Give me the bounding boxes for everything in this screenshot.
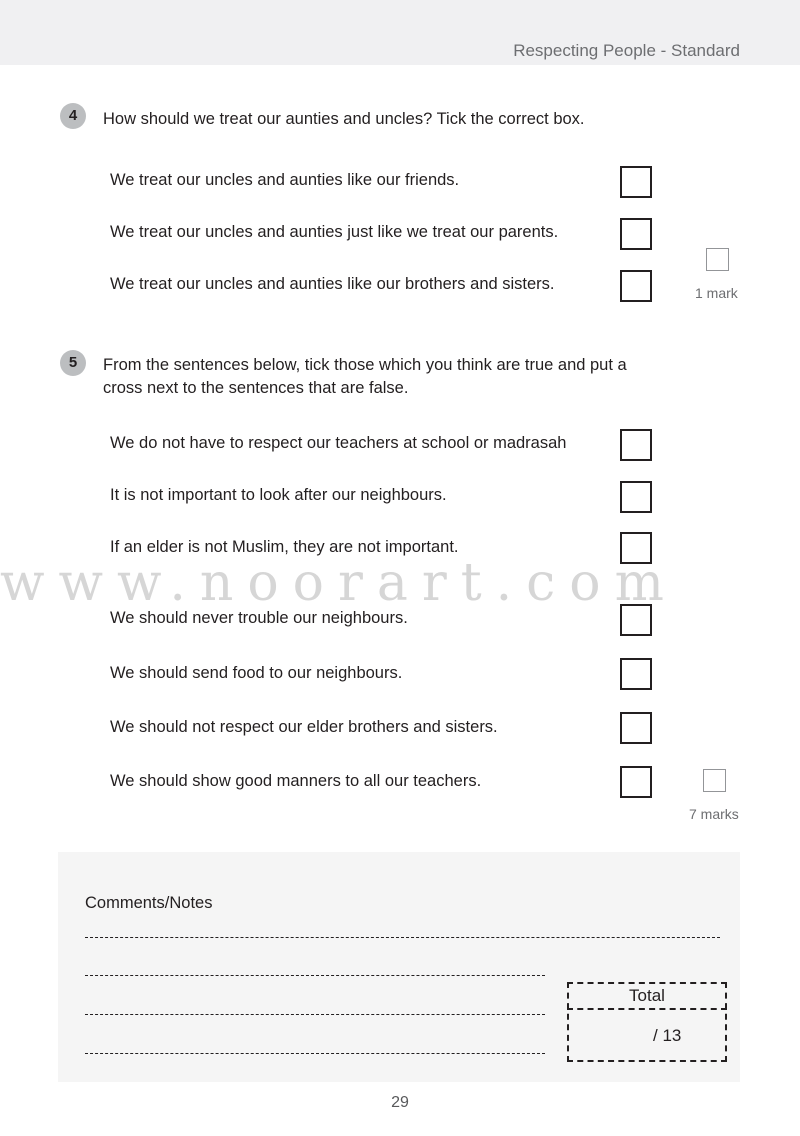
question-text: cross next to the sentences that are false. <box>103 379 409 397</box>
statement: We should show good manners to all our teachers. <box>110 772 482 790</box>
answer-checkbox[interactable] <box>620 218 652 250</box>
page-number: 29 <box>391 1094 409 1111</box>
total-label: Total <box>629 986 665 1005</box>
answer-checkbox[interactable] <box>620 481 652 513</box>
answer-checkbox[interactable] <box>620 712 652 744</box>
question-number-badge: 5 <box>60 350 86 376</box>
question-text: How should we treat our aunties and uncles? Tick the correct box. <box>103 110 585 128</box>
statement: We should never trouble our neighbours. <box>110 609 408 627</box>
total-divider <box>567 1008 727 1010</box>
question-text: From the sentences below, tick those which you think are true and put a <box>103 356 627 374</box>
statement: We should send food to our neighbours. <box>110 664 403 682</box>
answer-checkbox[interactable] <box>620 270 652 302</box>
statement: We do not have to respect our teachers at school or madrasah <box>110 434 567 452</box>
answer-checkbox[interactable] <box>620 166 652 198</box>
marks-label: 7 marks <box>689 806 739 822</box>
statement: If an elder is not Muslim, they are not important. <box>110 538 459 556</box>
statement: It is not important to look after our neighbours. <box>110 486 447 504</box>
marks-checkbox[interactable] <box>706 248 729 271</box>
statement: We should not respect our elder brothers and sisters. <box>110 718 498 736</box>
total-value: / 13 <box>653 1026 682 1045</box>
notes-line <box>85 937 720 938</box>
notes-label: Comments/Notes <box>85 894 213 912</box>
notes-line <box>85 1053 545 1054</box>
answer-checkbox[interactable] <box>620 658 652 690</box>
statement: We treat our uncles and aunties like our brothers and sisters. <box>110 275 555 293</box>
page-header-title: Respecting People - Standard <box>513 41 740 60</box>
statement: We treat our uncles and aunties just like we treat our parents. <box>110 223 559 241</box>
notes-line <box>85 1014 545 1015</box>
answer-checkbox[interactable] <box>620 766 652 798</box>
answer-checkbox[interactable] <box>620 604 652 636</box>
statement: We treat our uncles and aunties like our friends. <box>110 171 460 189</box>
marks-checkbox[interactable] <box>703 769 726 792</box>
notes-line <box>85 975 545 976</box>
watermark: www.noorart.com <box>0 553 678 613</box>
question-number-badge: 4 <box>60 103 86 129</box>
marks-label: 1 mark <box>695 285 738 301</box>
answer-checkbox[interactable] <box>620 429 652 461</box>
